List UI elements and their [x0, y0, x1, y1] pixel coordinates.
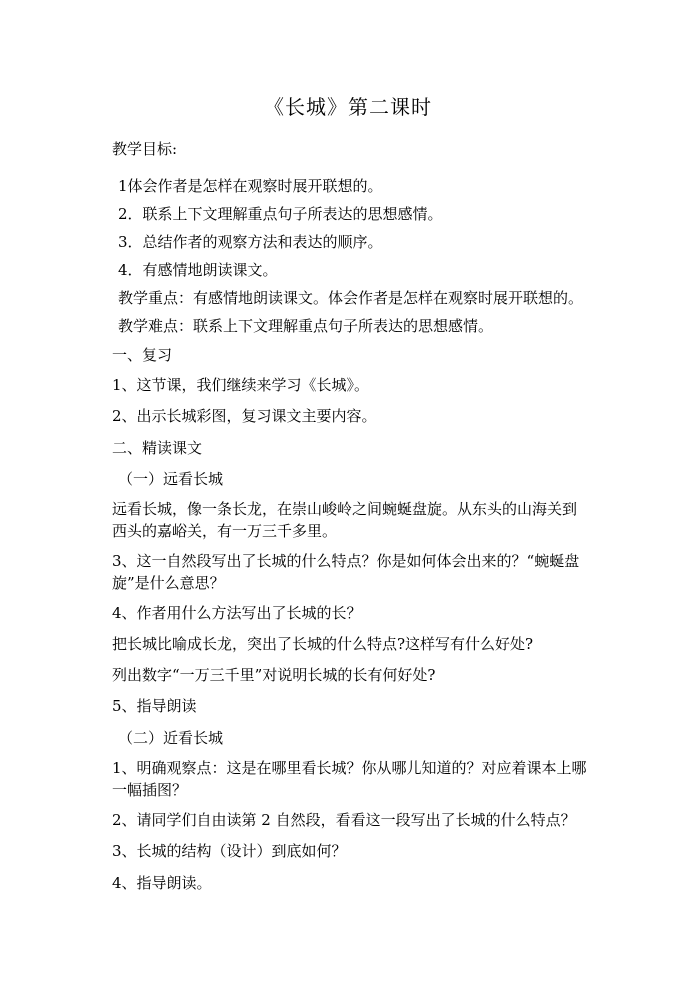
question-3-line-1: 3、这一自然段写出了长城的什么特点？你是如何体会出来的？“蜿蜒盘	[112, 552, 580, 570]
objective-3: 3．总结作者的观察方法和表达的顺序。	[118, 233, 383, 251]
passage-line-1: 远看长城，像一条长龙，在崇山峻岭之间蜿蜒盘旋。从东头的山海关到	[112, 500, 578, 518]
section-reading-heading: 二、精读课文	[112, 439, 203, 457]
answer-metaphor: 把长城比喻成长龙，突出了长城的什么特点?这样写有什么好处?	[112, 635, 534, 653]
objective-1: 1体会作者是怎样在观察时展开联想的。	[118, 177, 383, 195]
objective-4: 4．有感情地朗读课文。	[118, 261, 278, 279]
near-item-4: 4、指导朗读。	[112, 874, 212, 892]
teaching-difficulty: 教学难点：联系上下文理解重点句子所表达的思想感情。	[118, 317, 494, 335]
near-item-2: 2、请同学们自由读第 2 自然段，看看这一段写出了长城的什么特点？	[112, 811, 576, 829]
review-item-2: 2、出示长城彩图，复习课文主要内容。	[112, 407, 377, 425]
objective-2: 2．联系上下文理解重点句子所表达的思想感情。	[118, 205, 443, 223]
subsection-near-view: （二）近看长城	[118, 729, 224, 747]
passage-line-2: 西头的嘉峪关，有一万三千多里。	[112, 522, 338, 540]
near-item-1-line-1: 1、明确观察点：这是在哪里看长城？你从哪儿知道的？对应着课本上哪	[112, 759, 587, 777]
near-item-1-line-2: 一幅插图？	[112, 781, 188, 799]
subsection-far-view: （一）远看长城	[118, 470, 224, 488]
question-4: 4、作者用什么方法写出了长城的长？	[112, 604, 362, 622]
objectives-heading: 教学目标:	[112, 140, 178, 158]
question-3-line-2: 旋”是什么意思？	[112, 574, 225, 592]
answer-number: 列出数字“一万三千里”对说明长城的长有何好处?	[112, 666, 436, 684]
guided-reading-5: 5、指导朗读	[112, 697, 197, 715]
document-title: 《长城》第二课时	[264, 95, 432, 119]
section-review-heading: 一、复习	[112, 346, 173, 364]
near-item-3: 3、长城的结构（设计）到底如何？	[112, 842, 347, 860]
teaching-key-point: 教学重点：有感情地朗读课文。体会作者是怎样在观察时展开联想的。	[118, 289, 584, 307]
review-item-1: 1、这节课，我们继续来学习《长城》。	[112, 376, 370, 394]
